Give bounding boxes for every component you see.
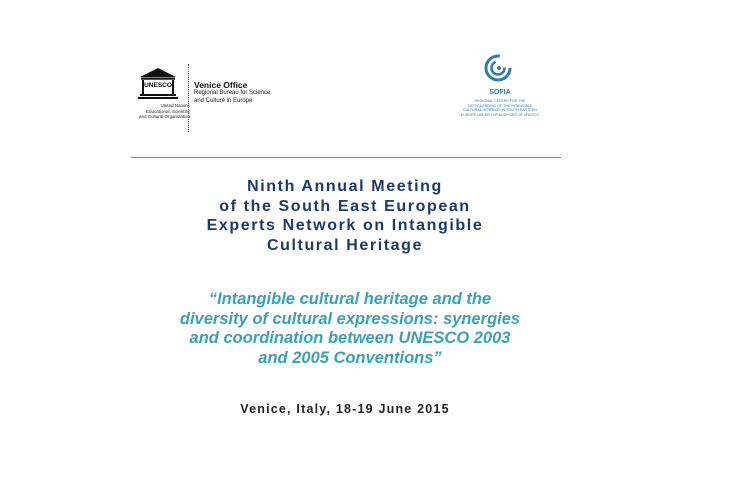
title-line: Cultural Heritage [266,237,424,255]
theme-line: diversity of cultural expressions: synergies [179,309,521,328]
sofia-description: REGIONAL CENTRE FOR THE SAFEGUARDING OF THE INTANGIBLE CULTURAL HERITAGE IN SOUTH-EASTERN EUROPE UNDER THE AUSPICES OF UNESCO [460,99,540,118]
office-block [194,80,284,105]
header-rule [131,157,561,158]
title-line: Experts Network on Intangible [206,217,484,235]
theme-line: and coordination between UNESCO 2003 [189,329,511,347]
title-line: Ninth Annual Meeting [247,178,443,195]
meeting-title [110,177,580,256]
unesco-temple-icon [138,66,178,100]
header-divider [188,64,189,132]
office-subtitle: Regional Bureau for Science and Culture in Europe [194,90,271,104]
meeting-dateline: Venice, Italy, 18-19 June 2015 [240,402,450,416]
office-name: Venice Office [194,80,248,90]
sofia-spiral-icon [478,52,518,86]
sofia-name: SOFIA [489,89,511,96]
meeting-theme [110,290,590,368]
theme-line: “Intangible cultural heritage and the [208,290,492,308]
theme-line: and 2005 Conventions” [258,348,442,367]
title-line: of the South East European [219,197,471,215]
unesco-org-name: United Nations Educational, Scientific and Cultural Organization [138,103,190,120]
unesco-logo-text: UNESCO [144,82,172,89]
